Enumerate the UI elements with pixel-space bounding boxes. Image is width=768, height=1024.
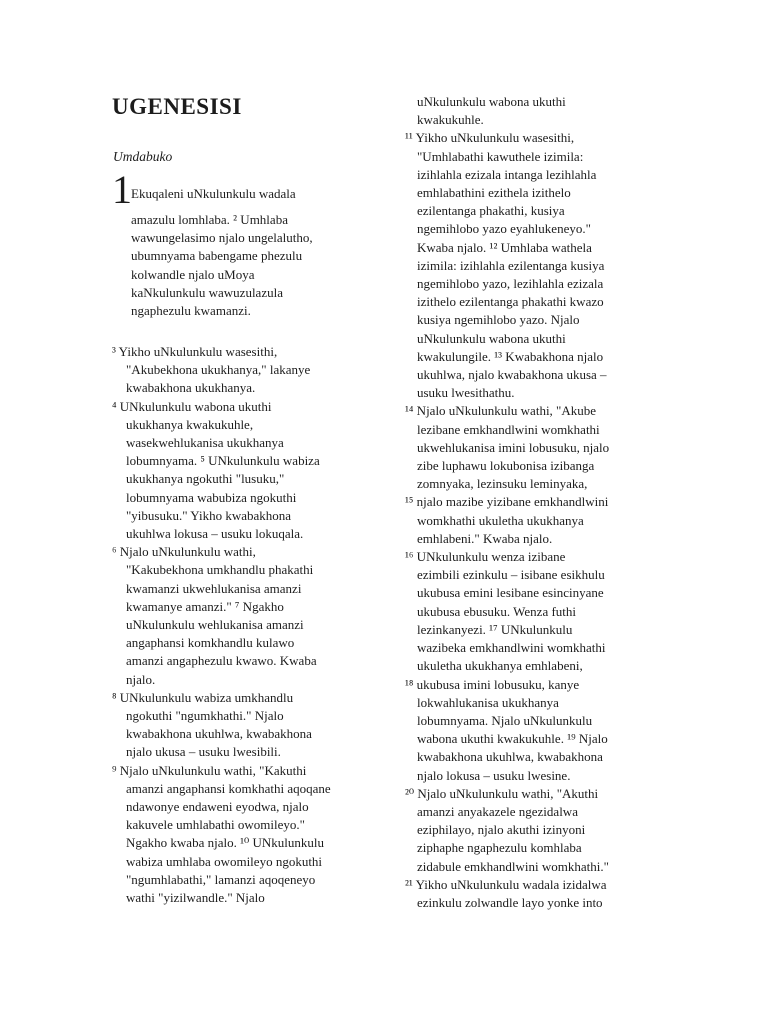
text-line: ⁴ UNkulunkulu wabona ukuthi: [112, 398, 272, 414]
text-line: ⁸ UNkulunkulu wabiza umkhandlu: [112, 689, 294, 705]
text-line: kaNkulunkulu wawuzulazula: [131, 284, 283, 300]
text-line: zidabule emkhandlwini womkhathi.": [417, 858, 609, 874]
text-line: ezinkulu zolwandle layo yonke into: [417, 894, 603, 910]
text-line: kwakukuhle.: [417, 112, 484, 128]
text-line: ¹⁸ ukubusa imini lobusuku, kanye: [405, 676, 580, 692]
text-line: Kwaba njalo. ¹² Umhlaba wathela: [417, 239, 592, 255]
text-line: lezibane emkhandlwini womkhathi: [417, 421, 600, 437]
text-line: ukukhanya ngokuthi "lusuku,": [126, 471, 285, 487]
text-line: ndawonye endaweni eyodwa, njalo: [126, 799, 309, 815]
text-line: wawungelasimo njalo ungelalutho,: [131, 230, 313, 246]
text-line: kusiya ngemihlobo yazo. Njalo: [417, 312, 580, 328]
text-line: ngemihlobo yazo, lezihlahla ezizala: [417, 276, 604, 292]
text-line: amanzi anyakazele ngezidalwa: [417, 803, 578, 819]
text-line: ukubusa ebusuku. Wenza futhi: [417, 603, 577, 619]
text-line: ¹⁵ njalo mazibe yizibane emkhandlwini: [405, 494, 609, 510]
text-line: ezimbili ezinkulu – isibane esikhulu: [417, 567, 605, 583]
text-line: amazulu lomhlaba. ² Umhlaba: [131, 212, 288, 227]
text-line: ¹⁶ UNkulunkulu wenza izibane: [405, 549, 566, 565]
text-line: ukuhlwa, njalo kwabakhona ukusa –: [417, 367, 607, 383]
text-line: izihlahla ezizala intanga lezihlahla: [417, 166, 597, 182]
text-line: womkhathi ukuletha ukukhanya: [417, 512, 584, 528]
book-title: UGENESISI: [112, 94, 242, 119]
text-line: zibe luphawu lokubonisa izibanga: [417, 458, 595, 474]
text-line: lezinkanyezi. ¹⁷ UNkulunkulu: [417, 621, 573, 637]
text-line: angaphansi komkhandlu kulawo: [126, 635, 295, 651]
text-line: wathi "yizilwandle." Njalo: [126, 890, 265, 906]
text-line: kwamanye amanzi." ⁷ Ngakho: [126, 598, 284, 614]
first-verse-first-line: Ekuqaleni uNkulunkulu wadala: [131, 186, 296, 201]
text-line: uNkulunkulu wehlukanisa amanzi: [126, 617, 304, 633]
text-line: ukubusa emini lesibane esincinyane: [417, 585, 604, 601]
text-line: ezilentanga phakathi, kusiya: [417, 203, 565, 219]
text-line: "Kakubekhona umkhandlu phakathi: [126, 562, 314, 578]
text-line: ngokuthi "ngumkhathi." Njalo: [126, 708, 284, 724]
text-line: lokwahlukanisa ukukhanya: [417, 694, 559, 710]
text-line: ukuhlwa lokusa – usuku lokuqala.: [126, 526, 304, 542]
text-line: amanzi angaphansi komkhathi aqoqane: [126, 780, 331, 796]
text-line: ukukhanya kwakukuhle,: [126, 416, 254, 432]
text-line: lobumnyama wabubiza ngokuthi: [126, 489, 297, 505]
text-line: ukuletha ukukhanya emhlabeni,: [417, 658, 583, 674]
text-line: eziphilayo, njalo akuthi izinyoni: [417, 822, 586, 838]
section-heading: Umdabuko: [113, 149, 173, 164]
text-line: njalo.: [126, 671, 156, 687]
text-line: "Umhlabathi kawuthele izimila:: [417, 148, 584, 164]
text-line: wabiza umhlaba owomileyo ngokuthi: [126, 853, 323, 869]
text-line: kolwandle njalo uMoya: [131, 266, 255, 282]
text-line: lobumnyama. ⁵ UNkulunkulu wabiza: [126, 453, 320, 469]
text-line: ngaphezulu kwamanzi.: [131, 303, 251, 319]
text-line: izimila: izihlahla ezilentanga kusiya: [417, 257, 605, 273]
text-line: ³ Yikho uNkulunkulu wasesithi,: [112, 344, 278, 359]
text-line: wasekwehlukanisa ukukhanya: [126, 435, 284, 451]
text-line: ²⁰ Njalo uNkulunkulu wathi, "Akuthi: [405, 785, 599, 801]
text-line: ziphaphe ngaphezulu komhlaba: [417, 840, 582, 856]
text-line: ¹⁴ Njalo uNkulunkulu wathi, "Akube: [405, 403, 597, 419]
text-line: ¹¹ Yikho uNkulunkulu wasesithi,: [405, 130, 575, 146]
text-line: wazibeka emkhandlwini womkhathi: [417, 640, 606, 656]
text-line: kwamanzi ukwehlukanisa amanzi: [126, 580, 302, 596]
text-line: njalo lokusa – usuku lwesine.: [417, 767, 571, 783]
text-line: kwabakhona ukuhlwa, kwabakhona: [417, 749, 603, 765]
text-line: uNkulunkulu wabona ukuthi: [417, 330, 566, 346]
text-line: ubumnyama babengame phezulu: [131, 248, 303, 264]
text-line: emhlabathini ezithela izithelo: [417, 185, 571, 201]
text-line: kwabakhona ukukhanya.: [126, 380, 256, 396]
text-line: lobumnyama. Njalo uNkulunkulu: [417, 712, 593, 728]
text-line: izithelo ezilentanga phakathi kwazo: [417, 294, 604, 310]
text-line: zomnyaka, lezinsuku leminyaka,: [417, 476, 588, 492]
text-line: kakuvele umhlabathi owomileyo.": [126, 817, 305, 833]
text-line: ngemihlobo yazo eyahlukeneyo.": [417, 221, 591, 237]
text-line: ukwehlukanisa imini lobusuku, njalo: [417, 439, 610, 455]
text-line: "yibusuku." Yikho kwabakhona: [126, 507, 292, 523]
text-line: njalo ukusa – usuku lwesibili.: [126, 744, 281, 760]
text-line: uNkulunkulu wabona ukuthi: [417, 94, 566, 109]
text-line: "ngumhlabathi," lamanzi aqoqeneyo: [126, 871, 316, 887]
chapter-number: 1: [112, 167, 132, 212]
text-line: emhlabeni." Kwaba njalo.: [417, 530, 553, 546]
text-line: kwakulungile. ¹³ Kwabakhona njalo: [417, 348, 604, 364]
text-line: usuku lwesithathu.: [417, 385, 515, 401]
right-column: [405, 93, 609, 912]
text-line: ⁶ Njalo uNkulunkulu wathi,: [112, 544, 256, 560]
text-line: amanzi angaphezulu kwawo. Kwaba: [126, 653, 317, 669]
text-line: wabona ukuthi kwakukuhle. ¹⁹ Njalo: [417, 731, 608, 747]
text-line: kwabakhona ukuhlwa, kwabakhona: [126, 726, 312, 742]
left-column-block-2: [112, 343, 331, 907]
text-line: ²¹ Yikho uNkulunkulu wadala izidalwa: [405, 876, 607, 892]
text-line: Ngakho kwaba njalo. ¹⁰ UNkulunkulu: [126, 835, 324, 851]
text-line: "Akubekhona ukukhanya," lakanye: [126, 362, 311, 378]
left-column-block-1: [131, 211, 313, 320]
text-line: ⁹ Njalo uNkulunkulu wathi, "Kakuthi: [112, 762, 307, 778]
